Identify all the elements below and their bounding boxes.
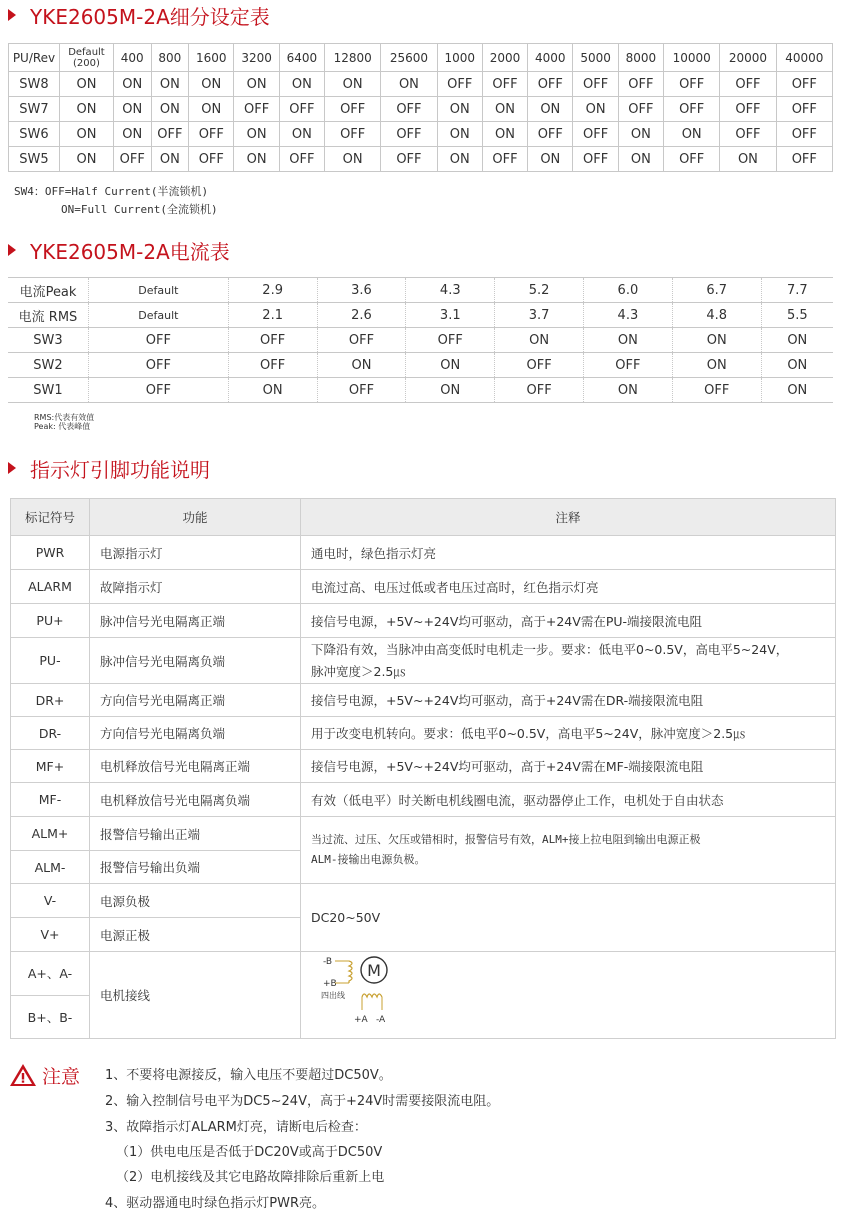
table-cell: OFF — [234, 97, 279, 122]
row-label: SW5 — [9, 147, 60, 172]
header-cell: 20000 — [720, 44, 776, 72]
power-note: DC20~50V — [301, 884, 836, 952]
microstep-table-body — [9, 72, 833, 172]
table-cell: OFF — [325, 97, 381, 122]
header-cell: 8000 — [618, 44, 663, 72]
pin-function: 方向信号光电隔离正端 — [90, 684, 301, 717]
header-cell: 25600 — [381, 44, 437, 72]
table-cell: OFF — [720, 122, 776, 147]
row-label: SW7 — [9, 97, 60, 122]
alm-note-line2: ALM-接输出电源负极。 — [311, 853, 426, 866]
table-cell: OFF — [381, 97, 437, 122]
table-cell: 7.7 — [761, 278, 833, 303]
table-cell: OFF — [381, 122, 437, 147]
table-cell: ON — [151, 147, 189, 172]
table-cell: OFF — [528, 122, 573, 147]
table-cell: ON — [664, 122, 720, 147]
current-table-body — [8, 278, 833, 403]
table-cell: OFF — [583, 353, 672, 378]
table-cell: OFF — [776, 97, 832, 122]
table-row — [11, 884, 836, 918]
table-cell: 3.1 — [406, 303, 495, 328]
table-cell: ON — [317, 353, 406, 378]
table-cell: ON — [325, 147, 381, 172]
warning-note-1: 1、不要将电源接反，输入电压不要超过DC50V。 — [105, 1068, 392, 1083]
warning-note-3-1: （1）供电电压是否低于DC20V或高于DC50V — [116, 1145, 383, 1160]
table-row — [9, 122, 833, 147]
pin-symbol: MF- — [11, 783, 90, 817]
b-plus-label: +B — [323, 979, 337, 989]
table-row — [9, 147, 833, 172]
table-cell: ON — [113, 72, 151, 97]
table-row — [11, 638, 836, 684]
row-label: SW8 — [9, 72, 60, 97]
table-cell: ON — [60, 97, 114, 122]
table-cell: OFF — [776, 147, 832, 172]
row-label: SW3 — [8, 328, 89, 353]
pin-function: 电机释放信号光电隔离正端 — [90, 750, 301, 783]
table-cell: OFF — [573, 147, 618, 172]
default-value: (200) — [73, 57, 100, 69]
warning-note-3-2: （2）电机接线及其它电路故障排除后重新上电 — [116, 1170, 385, 1185]
table-cell: ON — [495, 328, 584, 353]
table-cell: Default — [89, 278, 229, 303]
table-cell: ON — [437, 122, 482, 147]
table-cell: OFF — [618, 72, 663, 97]
alm-note — [301, 817, 836, 884]
pin-note-line2: 脉冲宽度＞2.5㎲ — [311, 663, 406, 679]
current-table — [8, 277, 833, 403]
pin-symbol: PWR — [11, 536, 90, 570]
pin-function: 报警信号输出正端 — [90, 817, 301, 851]
pin-note: 通电时，绿色指示灯亮 — [301, 536, 836, 570]
table-cell: OFF — [664, 147, 720, 172]
table-cell: OFF — [573, 72, 618, 97]
row-label: SW2 — [8, 353, 89, 378]
row-label: SW6 — [9, 122, 60, 147]
section-title-pins — [8, 454, 210, 482]
header-cell: 400 — [113, 44, 151, 72]
table-cell: ON — [761, 378, 833, 403]
row-label: SW1 — [8, 378, 89, 403]
table-row — [8, 278, 833, 303]
table-cell: 2.1 — [228, 303, 317, 328]
header-symbol: 标记符号 — [11, 499, 90, 536]
table-cell: OFF — [528, 72, 573, 97]
pin-function: 电源正极 — [90, 918, 301, 952]
table-row — [11, 783, 836, 817]
four-wire-label: 四出线 — [321, 991, 345, 1000]
b-minus-label: -B — [323, 957, 333, 967]
table-cell: 6.0 — [583, 278, 672, 303]
table-cell: ON — [113, 122, 151, 147]
section-title-text: YKE2605M-2A细分设定表 — [30, 4, 270, 29]
table-header-row — [11, 499, 836, 536]
table-row — [8, 378, 833, 403]
table-cell: OFF — [573, 122, 618, 147]
row-label: 电流 RMS — [8, 303, 89, 328]
pin-note: 接信号电源，+5V~+24V均可驱动，高于+24V需在MF-端接限流电阻 — [301, 750, 836, 783]
table-header-row — [9, 44, 833, 72]
table-cell: 5.5 — [761, 303, 833, 328]
table-cell: ON — [60, 72, 114, 97]
pin-note: 用于改变电机转向。要求：低电平0~0.5V，高电平5~24V，脉冲宽度＞2.5㎲ — [301, 717, 836, 750]
motor-wiring-diagram-cell — [301, 952, 836, 1039]
pin-symbol: B+、B- — [11, 995, 90, 1039]
table-cell: ON — [528, 147, 573, 172]
pin-symbol: DR+ — [11, 684, 90, 717]
warning-icon — [8, 1062, 38, 1088]
table-cell: ON — [618, 147, 663, 172]
table-cell: 2.6 — [317, 303, 406, 328]
triangle-bullet-icon — [8, 244, 16, 256]
table-cell: 3.6 — [317, 278, 406, 303]
pin-symbol: ALM- — [11, 851, 90, 884]
table-row — [11, 570, 836, 604]
table-cell: ON — [279, 72, 324, 97]
table-cell: OFF — [279, 97, 324, 122]
table-cell: OFF — [664, 72, 720, 97]
table-cell: ON — [672, 328, 761, 353]
table-cell: OFF — [151, 122, 189, 147]
table-cell: OFF — [482, 72, 527, 97]
table-row — [11, 684, 836, 717]
table-cell: OFF — [720, 97, 776, 122]
table-cell: ON — [279, 122, 324, 147]
a-plus-label: +A — [354, 1015, 368, 1025]
header-cell: 1600 — [189, 44, 234, 72]
table-cell: ON — [672, 353, 761, 378]
pin-function: 电源负极 — [90, 884, 301, 918]
pin-function: 方向信号光电隔离负端 — [90, 717, 301, 750]
motor-wiring-diagram — [305, 952, 425, 1038]
a-lead-wires — [362, 997, 382, 1010]
table-cell: OFF — [672, 378, 761, 403]
table-cell: 2.9 — [228, 278, 317, 303]
table-cell: OFF — [279, 147, 324, 172]
row-label: 电流Peak — [8, 278, 89, 303]
table-cell: OFF — [89, 353, 229, 378]
table-cell: ON — [325, 72, 381, 97]
table-cell: ON — [573, 97, 618, 122]
table-cell: ON — [189, 97, 234, 122]
table-cell: ON — [228, 378, 317, 403]
peak-note: Peak: 代表峰值 — [34, 422, 91, 431]
table-cell: ON — [234, 122, 279, 147]
table-row — [8, 353, 833, 378]
pin-symbol: ALARM — [11, 570, 90, 604]
table-cell: OFF — [317, 328, 406, 353]
table-cell: OFF — [437, 72, 482, 97]
header-function: 功能 — [90, 499, 301, 536]
warning-note-2: 2、输入控制信号电平为DC5~24V，高于+24V时需要接限流电阻。 — [105, 1094, 500, 1109]
table-cell: OFF — [618, 97, 663, 122]
table-cell: OFF — [664, 97, 720, 122]
table-cell: OFF — [189, 147, 234, 172]
table-row — [11, 817, 836, 851]
table-cell: ON — [113, 97, 151, 122]
table-cell: ON — [437, 97, 482, 122]
table-row — [9, 97, 833, 122]
header-cell: 2000 — [482, 44, 527, 72]
table-cell: OFF — [776, 72, 832, 97]
a-coil — [362, 994, 382, 997]
pin-symbol: V+ — [11, 918, 90, 952]
header-cell: 4000 — [528, 44, 573, 72]
table-cell: ON — [234, 72, 279, 97]
table-cell: ON — [437, 147, 482, 172]
section-title-microstep — [8, 1, 270, 29]
table-cell: ON — [60, 147, 114, 172]
table-cell: ON — [528, 97, 573, 122]
pin-note: 电流过高、电压过低或者电压过高时，红色指示灯亮 — [301, 570, 836, 604]
pin-note: 有效（低电平）时关断电机线圈电流，驱动器停止工作，电机处于自由状态 — [301, 783, 836, 817]
table-cell: ON — [60, 122, 114, 147]
table-cell: OFF — [89, 328, 229, 353]
table-cell: ON — [761, 328, 833, 353]
pin-function: 电机接线 — [90, 952, 301, 1039]
b-coil — [349, 961, 352, 983]
header-cell: 40000 — [776, 44, 832, 72]
pin-function: 脉冲信号光电隔离负端 — [90, 638, 301, 684]
table-cell: OFF — [482, 147, 527, 172]
header-cell: 1000 — [437, 44, 482, 72]
header-cell: 10000 — [664, 44, 720, 72]
table-row — [9, 72, 833, 97]
header-cell: 5000 — [573, 44, 618, 72]
table-cell: OFF — [406, 328, 495, 353]
pin-symbol: A+、A- — [11, 952, 90, 996]
pin-note — [301, 638, 836, 684]
table-cell: ON — [151, 72, 189, 97]
table-cell: 6.7 — [672, 278, 761, 303]
pin-function: 电机释放信号光电隔离负端 — [90, 783, 301, 817]
table-cell: ON — [406, 353, 495, 378]
rms-note: RMS:代表有效值 — [34, 413, 95, 422]
table-cell: ON — [482, 97, 527, 122]
table-cell: ON — [618, 122, 663, 147]
table-cell: ON — [583, 328, 672, 353]
warning-note-3: 3、故障指示灯ALARM灯亮，请断电后检查： — [105, 1120, 367, 1135]
table-cell: Default — [89, 303, 229, 328]
table-row — [8, 328, 833, 353]
header-cell: 6400 — [279, 44, 324, 72]
table-cell: OFF — [720, 72, 776, 97]
table-cell: ON — [583, 378, 672, 403]
table-row — [11, 750, 836, 783]
table-row — [11, 952, 836, 996]
b-lead-wires — [335, 961, 349, 983]
header-cell: 3200 — [234, 44, 279, 72]
pin-symbol: DR- — [11, 717, 90, 750]
sw4-note-line2: ON=Full Current(全流锁机) — [61, 203, 218, 216]
table-cell: OFF — [228, 328, 317, 353]
pin-function: 报警信号输出负端 — [90, 851, 301, 884]
warning-note-4: 4、驱动器通电时绿色指示灯PWR亮。 — [105, 1196, 325, 1211]
rms-peak-notes — [34, 413, 94, 431]
table-cell: 3.7 — [495, 303, 584, 328]
header-note: 注释 — [301, 499, 836, 536]
pin-symbol: V- — [11, 884, 90, 918]
pin-function-table — [10, 498, 836, 1039]
table-cell: ON — [406, 378, 495, 403]
sw4-note-line1: SW4：OFF=Half Current(半流锁机) — [14, 185, 209, 198]
microstep-table — [8, 43, 833, 172]
table-cell: OFF — [381, 147, 437, 172]
table-cell: OFF — [325, 122, 381, 147]
table-cell: 4.3 — [583, 303, 672, 328]
table-cell: OFF — [495, 353, 584, 378]
table-row — [11, 717, 836, 750]
triangle-bullet-icon — [8, 462, 16, 474]
header-cell: 12800 — [325, 44, 381, 72]
default-label: Default — [68, 46, 105, 58]
table-cell: ON — [234, 147, 279, 172]
table-cell: 5.2 — [495, 278, 584, 303]
table-row — [11, 536, 836, 570]
pin-symbol: PU+ — [11, 604, 90, 638]
table-cell: OFF — [228, 353, 317, 378]
pin-symbol: MF+ — [11, 750, 90, 783]
table-cell: OFF — [495, 378, 584, 403]
pin-note: 接信号电源，+5V~+24V均可驱动，高于+24V需在PU-端接限流电阻 — [301, 604, 836, 638]
table-cell: 4.8 — [672, 303, 761, 328]
pin-function: 脉冲信号光电隔离正端 — [90, 604, 301, 638]
table-row — [8, 303, 833, 328]
section-title-current — [8, 236, 230, 264]
header-cell: 800 — [151, 44, 189, 72]
table-cell: 4.3 — [406, 278, 495, 303]
alm-note-line1: 当过流、过压、欠压或错相时，报警信号有效，ALM+接上拉电阻到输出电源正极 — [311, 833, 701, 846]
table-cell: ON — [482, 122, 527, 147]
table-cell: OFF — [113, 147, 151, 172]
pin-note: 接信号电源，+5V~+24V均可驱动，高于+24V需在DR-端接限流电阻 — [301, 684, 836, 717]
table-cell: ON — [189, 72, 234, 97]
table-cell: OFF — [189, 122, 234, 147]
pin-note-line1: 下降沿有效，当脉冲由高变低时电机走一步。要求：低电平0~0.5V，高电平5~24V， — [311, 641, 789, 657]
pin-symbol: PU- — [11, 638, 90, 684]
table-cell: ON — [720, 147, 776, 172]
header-cell: PU/Rev — [9, 44, 60, 72]
motor-letter: M — [367, 961, 381, 980]
table-cell: OFF — [89, 378, 229, 403]
triangle-bullet-icon — [8, 9, 16, 21]
pin-function: 电源指示灯 — [90, 536, 301, 570]
table-row — [11, 604, 836, 638]
table-cell: ON — [761, 353, 833, 378]
table-cell: ON — [151, 97, 189, 122]
header-cell-default — [60, 44, 114, 72]
section-title-text: YKE2605M-2A电流表 — [30, 239, 230, 264]
table-cell: ON — [381, 72, 437, 97]
table-cell: OFF — [776, 122, 832, 147]
a-minus-label: -A — [376, 1015, 386, 1025]
section-title-text: 指示灯引脚功能说明 — [30, 457, 210, 482]
pin-function: 故障指示灯 — [90, 570, 301, 604]
table-cell: OFF — [317, 378, 406, 403]
pin-symbol: ALM+ — [11, 817, 90, 851]
warning-title: 注意 — [42, 1066, 81, 1088]
